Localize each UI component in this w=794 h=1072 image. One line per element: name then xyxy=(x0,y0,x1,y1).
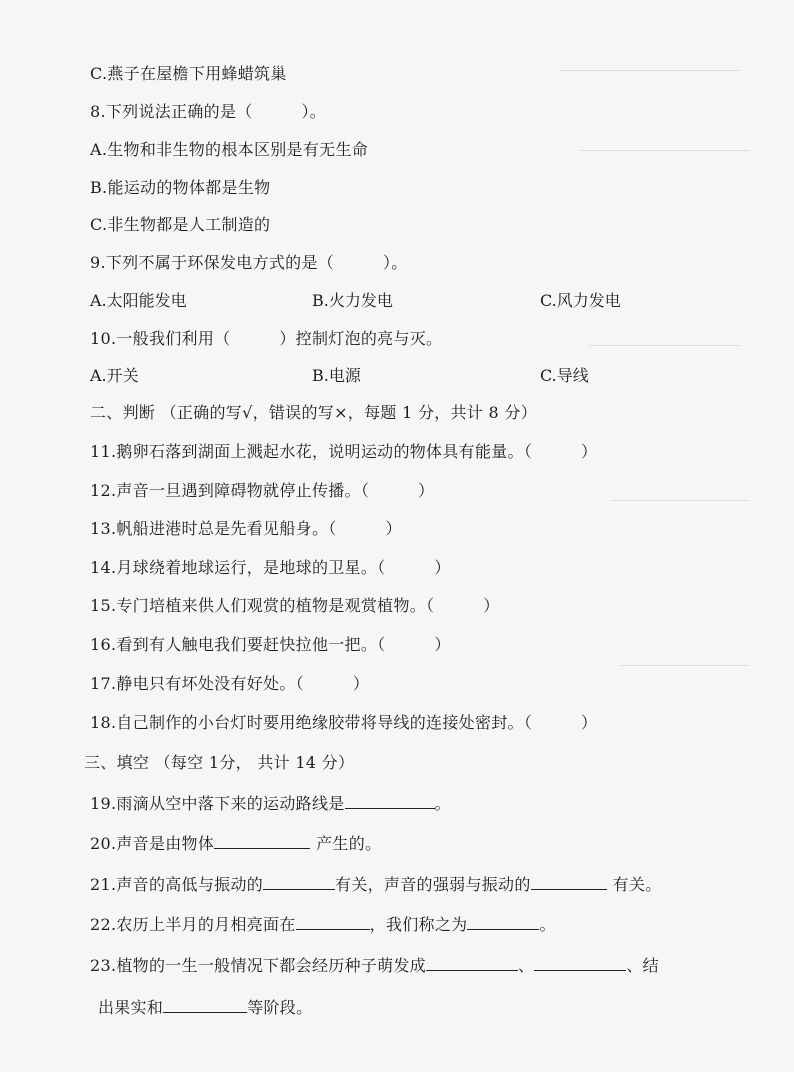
q20-text: 20.声音是由物体 xyxy=(90,834,215,853)
q9-option-c: C.风力发电 xyxy=(540,291,621,310)
q7-option-c: C.燕子在屋檐下用蜂蜡筑巢 xyxy=(90,64,287,83)
q22-end: 。 xyxy=(539,915,556,934)
q23-sep: 、 xyxy=(518,956,535,975)
q15: 15.专门培植来供人们观赏的植物是观赏植物。（ ） xyxy=(90,596,500,615)
q23-cont: 、结 xyxy=(626,956,659,975)
section-fill-heading: 三、填空 （每空 1分， 共计 14 分） xyxy=(84,753,355,772)
q17: 17.静电只有坏处没有好处。（ ） xyxy=(90,674,370,693)
q23-blank-2[interactable] xyxy=(534,954,626,971)
q9-option-b: B.火力发电 xyxy=(312,291,393,310)
q23-blank-3[interactable] xyxy=(163,996,247,1013)
bleed-through-mark xyxy=(580,150,750,161)
q23 xyxy=(90,954,659,977)
q22-text: 22.农历上半月的月相亮面在 xyxy=(90,915,296,934)
bleed-through-mark xyxy=(590,345,740,356)
q22-blank-1[interactable] xyxy=(296,913,370,930)
q22-blank-2[interactable] xyxy=(467,913,539,930)
q20-end: 产生的。 xyxy=(316,834,382,853)
q12: 12.声音一旦遇到障碍物就停止传播。（ ） xyxy=(90,481,435,500)
q21-blank-1[interactable] xyxy=(263,873,335,890)
q8-option-b: B.能运动的物体都是生物 xyxy=(90,178,271,197)
q23-continued xyxy=(98,996,312,1019)
bleed-through-mark xyxy=(610,500,750,511)
q10-option-a: A.开关 xyxy=(90,366,139,385)
q22 xyxy=(90,913,556,936)
q10-option-b: B.电源 xyxy=(312,366,361,385)
q20-blank[interactable] xyxy=(214,832,310,849)
bleed-through-mark xyxy=(620,665,750,676)
q21-end: 有关。 xyxy=(612,875,662,894)
q23-blank-1[interactable] xyxy=(426,954,518,971)
q10-option-c: C.导线 xyxy=(540,366,589,385)
q21-mid: 有关，声音的强弱与振动的 xyxy=(335,875,531,894)
q9-option-a: A.太阳能发电 xyxy=(90,291,187,310)
q19-end: 。 xyxy=(434,794,451,813)
q22-mid: ，我们称之为 xyxy=(369,915,468,934)
q11: 11.鹅卵石落到湖面上溅起水花，说明运动的物体具有能量。（ ） xyxy=(90,442,598,461)
section-judge-heading: 二、判断 （正确的写√，错误的写×，每题 1 分，共计 8 分） xyxy=(90,403,537,422)
q21 xyxy=(90,873,662,896)
q19-text: 19.雨滴从空中落下来的运动路线是 xyxy=(90,794,345,813)
q19-blank[interactable] xyxy=(345,792,435,809)
bleed-through-mark xyxy=(560,70,740,81)
q8-stem: 8.下列说法正确的是（ ）。 xyxy=(90,102,327,121)
q18: 18.自己制作的小台灯时要用绝缘胶带将导线的连接处密封。（ ） xyxy=(90,713,598,732)
q13: 13.帆船进港时总是先看见船身。（ ） xyxy=(90,519,402,538)
q23-text-2: 出果实和 xyxy=(98,998,164,1017)
q16: 16.看到有人触电我们要赶快拉他一把。（ ） xyxy=(90,635,451,654)
q21-blank-2[interactable] xyxy=(531,873,607,890)
q20 xyxy=(90,832,381,855)
q21-text: 21.声音的高低与振动的 xyxy=(90,875,264,894)
q23-text: 23.植物的一生一般情况下都会经历种子萌发成 xyxy=(90,956,427,975)
q8-option-a: A.生物和非生物的根本区别是有无生命 xyxy=(90,140,369,159)
q10-stem: 10.一般我们利用（ ）控制灯泡的亮与灭。 xyxy=(90,329,443,348)
q23-end: 等阶段。 xyxy=(247,998,313,1017)
q8-option-c: C.非生物都是人工制造的 xyxy=(90,215,271,234)
q14: 14.月球绕着地球运行，是地球的卫星。（ ） xyxy=(90,558,451,577)
q9-stem: 9.下列不属于环保发电方式的是（ ）。 xyxy=(90,253,408,272)
q19 xyxy=(90,792,451,815)
